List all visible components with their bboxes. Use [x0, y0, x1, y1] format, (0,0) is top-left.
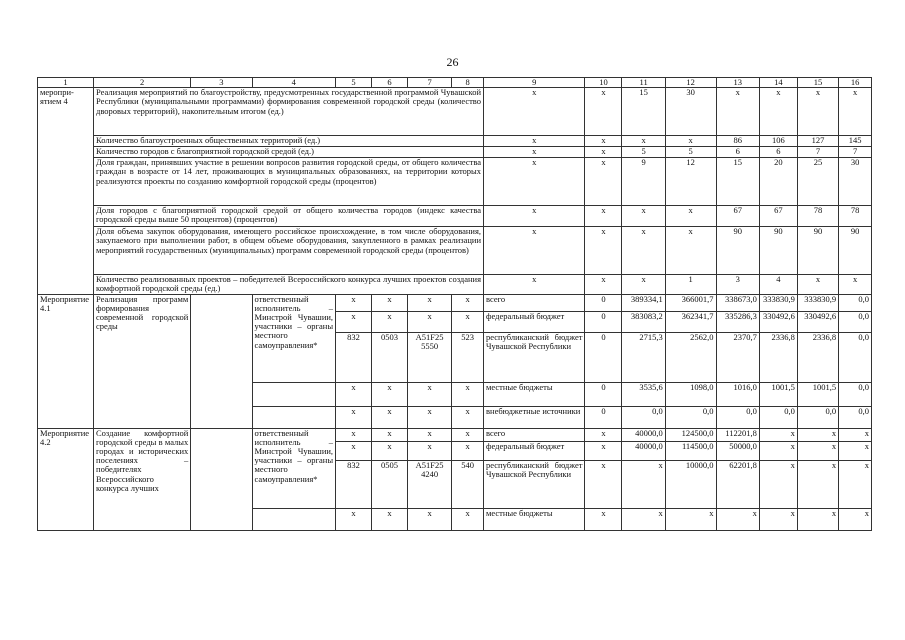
- funding-value: x: [797, 508, 838, 530]
- indicator-value: 90: [839, 227, 872, 275]
- budget-code: x: [336, 294, 372, 311]
- budget-code: x: [452, 382, 484, 406]
- indicator-value: 86: [716, 136, 759, 147]
- budget-code: A51F25 5550: [407, 332, 451, 382]
- indicator-value: x: [484, 147, 585, 158]
- column-number: 11: [622, 78, 665, 88]
- funding-source: республиканский бюджет Чувашской Республики: [484, 460, 585, 508]
- indicator-value: 30: [839, 158, 872, 206]
- funding-value: x: [797, 428, 838, 441]
- budget-code: x: [336, 508, 372, 530]
- funding-value: x: [797, 460, 838, 508]
- budget-code: 832: [336, 332, 372, 382]
- budget-code: x: [452, 294, 484, 311]
- funding-value: 0,0: [839, 382, 872, 406]
- budget-code: x: [371, 294, 407, 311]
- funding-value: x: [759, 508, 797, 530]
- indicator-value: 5: [622, 147, 665, 158]
- indicator-value: x: [665, 227, 716, 275]
- indicator-value: 9: [622, 158, 665, 206]
- indicator-text: Количество реализованных проектов – победителей Всероссийского конкурса лучших проектов создания комфортной городской среды (ед.): [94, 275, 484, 294]
- column-number: 13: [716, 78, 759, 88]
- funding-value: 124500,0: [665, 428, 716, 441]
- funding-source: внебюджетные источники: [484, 406, 585, 428]
- indicator-row: [38, 158, 872, 206]
- indicator-value: 15: [716, 158, 759, 206]
- budget-code: A51F25 4240: [407, 460, 451, 508]
- empty-cell: [252, 382, 336, 406]
- indicator-value: 1: [665, 275, 716, 294]
- indicator-value: x: [585, 136, 622, 147]
- indicator-value: 15: [622, 88, 665, 136]
- empty-cell: [191, 428, 252, 530]
- funding-value: 333830,9: [759, 294, 797, 311]
- finance-row: [38, 294, 872, 311]
- indicator-row: [38, 147, 872, 158]
- budget-code: x: [452, 311, 484, 332]
- funding-value: 0,0: [839, 406, 872, 428]
- indicator-value: x: [484, 136, 585, 147]
- indicator-value: x: [839, 275, 872, 294]
- funding-value: x: [759, 460, 797, 508]
- column-number: 2: [94, 78, 191, 88]
- indicator-value: 67: [716, 206, 759, 227]
- funding-value: 0,0: [665, 406, 716, 428]
- indicator-row: [38, 275, 872, 294]
- funding-value: 0,0: [759, 406, 797, 428]
- funding-value: 338673,0: [716, 294, 759, 311]
- funding-value: 112201,8: [716, 428, 759, 441]
- indicator-value: x: [759, 88, 797, 136]
- indicator-value: 127: [797, 136, 838, 147]
- indicator-value: x: [585, 158, 622, 206]
- funding-value: x: [759, 428, 797, 441]
- budget-code: x: [371, 428, 407, 441]
- budget-code: x: [371, 311, 407, 332]
- funding-value: 0: [585, 311, 622, 332]
- funding-value: 1016,0: [716, 382, 759, 406]
- indicator-value: x: [716, 88, 759, 136]
- budget-code: x: [336, 311, 372, 332]
- funding-value: 0,0: [839, 332, 872, 382]
- indicator-value: 7: [839, 147, 872, 158]
- budget-code: x: [371, 508, 407, 530]
- indicator-value: x: [585, 227, 622, 275]
- indicator-value: x: [484, 158, 585, 206]
- funding-value: x: [585, 441, 622, 460]
- column-number: 7: [407, 78, 451, 88]
- funding-value: 40000,0: [622, 441, 665, 460]
- indicator-value: x: [484, 88, 585, 136]
- indicator-row: [38, 206, 872, 227]
- indicator-value: 7: [797, 147, 838, 158]
- column-number: 9: [484, 78, 585, 88]
- column-number: 8: [452, 78, 484, 88]
- funding-value: 0,0: [839, 294, 872, 311]
- funding-value: 0,0: [839, 311, 872, 332]
- budget-code: x: [452, 441, 484, 460]
- column-number: 16: [839, 78, 872, 88]
- funding-value: 330492,6: [759, 311, 797, 332]
- program-table: [37, 77, 872, 531]
- indicator-value: x: [839, 88, 872, 136]
- funding-value: x: [622, 508, 665, 530]
- indicator-value: 67: [759, 206, 797, 227]
- funding-value: 0,0: [622, 406, 665, 428]
- funding-value: x: [585, 428, 622, 441]
- funding-value: 1098,0: [665, 382, 716, 406]
- funding-source: местные бюджеты: [484, 382, 585, 406]
- funding-source: всего: [484, 294, 585, 311]
- funding-value: 40000,0: [622, 428, 665, 441]
- budget-code: x: [371, 441, 407, 460]
- budget-code: 523: [452, 332, 484, 382]
- funding-source: республиканский бюджет Чувашской Республики: [484, 332, 585, 382]
- budget-code: x: [452, 508, 484, 530]
- measure-name: Реализация программ формирования современной городской среды: [94, 294, 191, 428]
- funding-value: 2370,7: [716, 332, 759, 382]
- indicator-value: x: [585, 88, 622, 136]
- budget-code: x: [407, 294, 451, 311]
- funding-value: 2336,8: [759, 332, 797, 382]
- indicator-value: 3: [716, 275, 759, 294]
- funding-value: 383083,2: [622, 311, 665, 332]
- funding-value: 1001,5: [797, 382, 838, 406]
- funding-source: федеральный бюджет: [484, 441, 585, 460]
- header-row: [38, 78, 872, 88]
- indicator-value: 78: [797, 206, 838, 227]
- funding-value: 0,0: [716, 406, 759, 428]
- indicator-value: 90: [716, 227, 759, 275]
- budget-code: x: [371, 382, 407, 406]
- measure-label: Мероприятие 4.2: [38, 428, 94, 530]
- funding-value: 366001,7: [665, 294, 716, 311]
- funding-value: 114500,0: [665, 441, 716, 460]
- indicator-value: x: [585, 147, 622, 158]
- column-number: 4: [252, 78, 336, 88]
- funding-value: 3535,6: [622, 382, 665, 406]
- funding-value: x: [585, 460, 622, 508]
- indicator-value: x: [622, 136, 665, 147]
- budget-code: x: [407, 428, 451, 441]
- indicator-value: x: [585, 275, 622, 294]
- funding-value: x: [759, 441, 797, 460]
- budget-code: 832: [336, 460, 372, 508]
- budget-code: x: [452, 406, 484, 428]
- indicator-value: 6: [759, 147, 797, 158]
- funding-value: x: [797, 441, 838, 460]
- indicator-value: x: [484, 227, 585, 275]
- indicator-value: 90: [759, 227, 797, 275]
- budget-code: 0503: [371, 332, 407, 382]
- funding-value: 0: [585, 332, 622, 382]
- funding-value: 335286,3: [716, 311, 759, 332]
- indicator-text: Количество городов с благоприятной городской средой (ед.): [94, 147, 484, 158]
- indicator-value: x: [622, 227, 665, 275]
- funding-value: 2336,8: [797, 332, 838, 382]
- indicator-row: [38, 227, 872, 275]
- indicator-value: 4: [759, 275, 797, 294]
- empty-cell: [191, 294, 252, 428]
- funding-value: x: [716, 508, 759, 530]
- responsible: ответственный исполнитель – Минстрой Чувашии, участники – органы местного самоуправления*: [252, 428, 336, 508]
- indicator-row: [38, 136, 872, 147]
- responsible: ответственный исполнитель – Минстрой Чувашии, участники – органы местного самоуправления*: [252, 294, 336, 382]
- funding-value: 389334,1: [622, 294, 665, 311]
- budget-code: x: [407, 406, 451, 428]
- funding-value: 333830,9: [797, 294, 838, 311]
- indicator-value: x: [622, 206, 665, 227]
- funding-value: 50000,0: [716, 441, 759, 460]
- funding-value: 62201,8: [716, 460, 759, 508]
- funding-value: 330492,6: [797, 311, 838, 332]
- budget-code: 540: [452, 460, 484, 508]
- funding-value: x: [839, 441, 872, 460]
- funding-value: 0: [585, 406, 622, 428]
- indicator-value: 78: [839, 206, 872, 227]
- finance-row: [38, 428, 872, 441]
- indicator-row: [38, 88, 872, 136]
- column-number: 15: [797, 78, 838, 88]
- indicator-value: 145: [839, 136, 872, 147]
- indicator-value: 30: [665, 88, 716, 136]
- indicator-value: 25: [797, 158, 838, 206]
- indicator-text: Количество благоустроенных общественных территорий (ед.): [94, 136, 484, 147]
- indicator-value: x: [797, 88, 838, 136]
- budget-code: x: [407, 508, 451, 530]
- funding-source: местные бюджеты: [484, 508, 585, 530]
- column-number: 5: [336, 78, 372, 88]
- indicator-value: 12: [665, 158, 716, 206]
- funding-source: всего: [484, 428, 585, 441]
- funding-value: 2562,0: [665, 332, 716, 382]
- indicator-value: 20: [759, 158, 797, 206]
- indicator-text: Реализация мероприятий по благоустройству, предусмотренных государственной программой Чувашской Республики (муниципальными программами) формирования современной городской среды (количество дворовых территорий), накопительным итогом (ед.): [94, 88, 484, 136]
- indicator-value: x: [484, 206, 585, 227]
- funding-value: 0: [585, 294, 622, 311]
- funding-value: 362341,7: [665, 311, 716, 332]
- budget-code: x: [371, 406, 407, 428]
- measure-label: Мероприятие 4.1: [38, 294, 94, 428]
- funding-value: x: [585, 508, 622, 530]
- budget-code: 0505: [371, 460, 407, 508]
- funding-value: x: [839, 508, 872, 530]
- funding-source: федеральный бюджет: [484, 311, 585, 332]
- budget-code: x: [452, 428, 484, 441]
- column-number: 1: [38, 78, 94, 88]
- budget-code: x: [336, 382, 372, 406]
- indicator-value: 106: [759, 136, 797, 147]
- indicator-value: x: [484, 275, 585, 294]
- budget-code: x: [407, 382, 451, 406]
- funding-value: 1001,5: [759, 382, 797, 406]
- budget-code: x: [407, 311, 451, 332]
- funding-value: x: [839, 428, 872, 441]
- indicator-value: x: [585, 206, 622, 227]
- funding-value: 0: [585, 382, 622, 406]
- column-number: 10: [585, 78, 622, 88]
- indicator-text: Доля городов с благоприятной городской средой от общего количества городов (индекс качества городской среды выше 50 процентов) (процентов): [94, 206, 484, 227]
- empty-cell: [252, 508, 336, 530]
- budget-code: x: [336, 428, 372, 441]
- indicator-value: x: [665, 136, 716, 147]
- indicator-text: Доля граждан, принявших участие в решении вопросов развития городской среды, от общего количества граждан в возрасте от 14 лет, проживающих в муниципальных образованиях, на территории которых реализуются проекты по созданию комфортной городской среды (процентов): [94, 158, 484, 206]
- indicator-value: x: [797, 275, 838, 294]
- indicator-value: 6: [716, 147, 759, 158]
- budget-code: x: [407, 441, 451, 460]
- indicator-value: x: [622, 275, 665, 294]
- column-number: 3: [191, 78, 252, 88]
- measure-name: Создание комфортной городской среды в малых городах и исторических поселениях – победителях Всероссийского конкурса лучших: [94, 428, 191, 530]
- funding-value: 0,0: [797, 406, 838, 428]
- indicator-value: 90: [797, 227, 838, 275]
- funding-value: x: [622, 460, 665, 508]
- column-number: 14: [759, 78, 797, 88]
- empty-cell: [252, 406, 336, 428]
- funding-value: 10000,0: [665, 460, 716, 508]
- event-label: меропри-ятием 4: [38, 88, 94, 294]
- column-number: 6: [371, 78, 407, 88]
- budget-code: x: [336, 406, 372, 428]
- funding-value: x: [665, 508, 716, 530]
- funding-value: x: [839, 460, 872, 508]
- column-number: 12: [665, 78, 716, 88]
- budget-code: x: [336, 441, 372, 460]
- indicator-text: Доля объема закупок оборудования, имеющего российское происхождение, в том числе оборудования, закупаемого при выполнении работ, в общем объеме оборудования, закупленного в рамках реализации мероприятий государственных (муниципальных) программ современной городской среды (процентов): [94, 227, 484, 275]
- indicator-value: 5: [665, 147, 716, 158]
- indicator-value: x: [665, 206, 716, 227]
- page-number: 26: [446, 55, 459, 69]
- funding-value: 2715,3: [622, 332, 665, 382]
